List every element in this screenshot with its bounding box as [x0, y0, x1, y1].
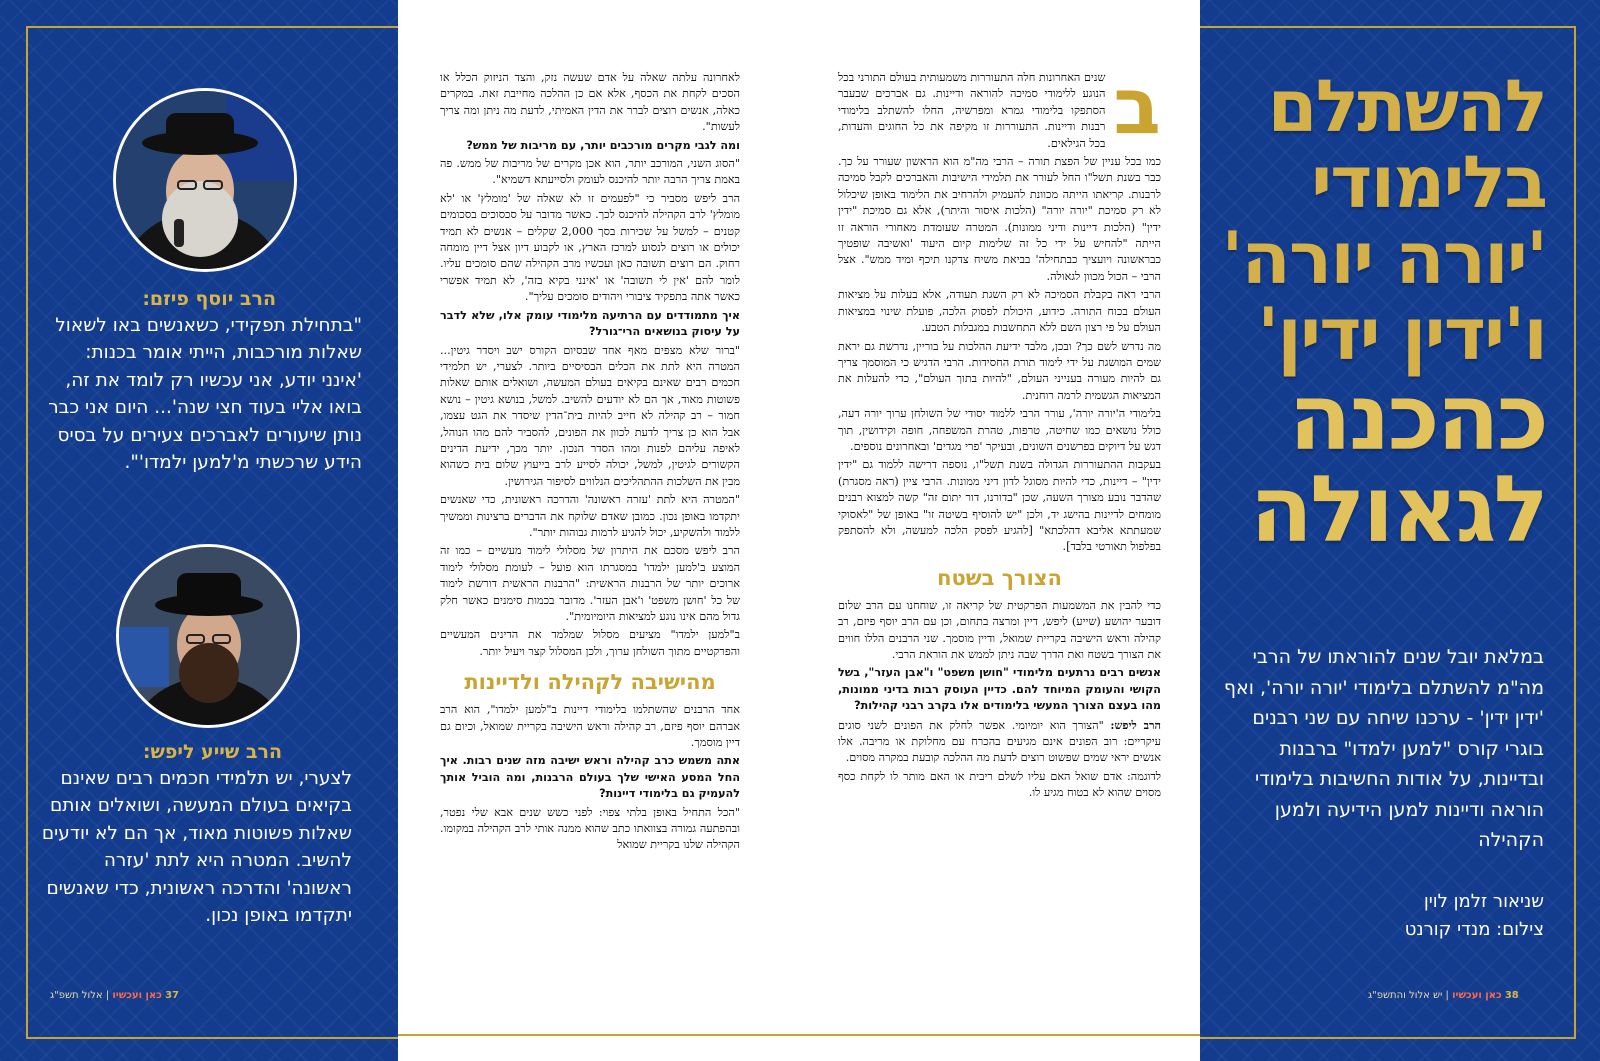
paragraph: "ברור שלא מצפים מאף אחד שבסיום הקורס ישב ויסדר גיטין... המטרה היא לתת את הכלים הבסיסיים ביותר. לצערי, יש תלמידי חכמים רבים שאינם בקיאים בעולם המעשה, ושואלים אותם שאלות פשוטות מאוד, אך הם לא יודעים להשיב. למשל, בנושא גיטין – נושא חמור – רב קהילה לא חייב להיות בית־הדין שיסדר את הגט עצמו, אבל הוא כן צריך לדעת לכוון את הפונים, להסביר להם מהו הנוהל, לאיפה עליהם לפנות ומהו הסדר הנכון. יותר מכך, ידיעת הדינים הקשורים לגיטין, למשל, יכולה לסייע לרב בייעוץ שלום בית כשהוא מבין את השלכות ההתהליכים הנלווים לסיפור הגירושין.: [440, 343, 740, 488]
headline-line: להשתלם: [1267, 64, 1546, 148]
paragraph: כדי להבין את המשמעות הפרקטית של קריאה זו, שוחחנו עם הרב שלום דובער יהושע (שייע) ליפש, דיין ומרצה בתחום, וכן עם הרב יוסף פיזם, רב קהילה וראש הישיבה בקריית שמואל, ודיין מוסמך. שני הרבנים הללו חווים את הצורך בשטח ואת הדרך שבה ניתן לממש את הוראת הרבי.: [838, 598, 1161, 661]
paragraph: שנים האחרונות חלה התעוררות משמעותית בעולם התורני בכל הנוגע ללימודי סמיכה להוראה ודיינות. גם אברכים שבעבר הסתפקו בלימודי גמרא ומפרשיה, החלו להשתלב בלימודי רבנות ודיינות. התעוררות זו מקיפה את כל החוגים והעדות, בכל הגילאים.: [838, 71, 1106, 150]
headline-line: 'יורה יורה': [1221, 216, 1546, 300]
right-page-number: 38: [1504, 990, 1519, 1001]
dropcap: ב: [1113, 62, 1161, 152]
paragraph: הרב ליפש מסכם את היתרון של מסלולי לימוד מעשיים – כמו זה המוצע ב'למען ילמדו' במסגרתו הוא פועל – לעומת מסלולי לימוד ארוכים יותר של הרבנות הראשית: "הרבנות הראשית דורשת לימוד של כל 'חושן משפט' ו'אבן העזר'. מדובר בכמות סימנים כאשר חלק גדול מהם אינו נוגע למציאות היומיומית".: [440, 544, 740, 623]
paragraph: "הכל התחיל באופן בלתי צפוי: לפני כשש שנים אבא שלי נפטר, ובהפתעה גמורה בצוואתו כתב שהוא ממנה אותי לרב הקהילה במקומו. הקהילה שלנו בקריית שמואל: [440, 805, 740, 852]
headline-line: ו'ידין ידין': [1257, 292, 1546, 376]
portrait-rabbi-shaya-lipsh: [116, 544, 300, 728]
paragraph: כמו בכל עניין של הפצת תורה – הרבי מה"מ הוא הראשון שעורר על כך. כבר בשנת תשל"ו החל לעורר את תלמידי הישיבות והאברכים לקבל סמיכה לרבנות. קריאתו הייתה מכוונת להעמיק ולהרחיב את הלימוד באופן שיכלול לא רק סמיכת "יורה יורה" (הלכות איסור והיתר), אלא גם סמיכת "ידין ידין" (הלכות דיינות ודיני ממונות). המטרה שעומדת מאחורי הוראה זו הייתה "להחיש על ידי כל זה שלימות קיום היעוד 'ואשיבה שופטיך כבראשונה ויועציך כבתחילה' בביאת משיח צדקנו תיכף ומיד ממש". אצל הרבי – הכול מכוון לגאולה.: [838, 155, 1161, 283]
left-page-number: 37: [165, 990, 180, 1001]
article-column-2: [440, 70, 740, 856]
interview-question: איך מתמודדים עם הרתיעה מלימודי עומק אלו, שלא לדבר על עיסוק בנושאים הרי־גורל?: [440, 308, 740, 339]
paragraph: מה נדרש לשם כך? ובכן, מלבד ידיעת ההלכות על בוריין, נדרשת גם יראת שמים המושגת על ידי לימוד תורת החסידות. הרבי הדגיש כי המוסמך צריך גם להיות מעורה בענייני העולם, "להיות בתוך העולם", כדי להעלות את המציאות הגשמית לרמה רוחנית.: [838, 339, 1161, 402]
article-column-1: [838, 62, 1161, 804]
paragraph: "הסוג השני, המורכב יותר, הוא אכן מקרים של מריבות של ממש. פה באמת צריך הרבה יותר להיכנס לעומק ולסייעתא דשמיא".: [440, 157, 740, 187]
photo-credit: צילום: מנדי קורנט: [1404, 919, 1544, 940]
paragraph-with-lead: [838, 717, 1161, 767]
paragraph: הרבי ראה בקבלת הסמיכה לא רק השגת תעודה, אלא בעלות על מציאות העולם בכוח התורה. כידוע, היכולת לפסוק הלכה, פועלת שינוי במציאות העולם על פי רצון השם ללא התחשבות במגבלות הטבע.: [838, 288, 1161, 335]
section-subhead: הצורך בשטח: [937, 565, 1062, 590]
portrait-illustration: [116, 91, 294, 269]
paragraph: בעקבות ההתעוררות הגדולה בשנת תשל"ו, נוספה דרישה ללמוד גם "ידין ידין" – דיינות, כדי להיות מסוגל לדון דיני ממונות. הרבי ציין (ראה מסגרת) שהדבר נובע מצורך השעה, שכן "בדורנו, דור יתום זה" קשה למצוא רבנים מומחים לדיינות בהישג יד, ולכן "יש להוסיף בשיטה זו" באופן של "לאסוקי שמעתתא אליבא דהלכתא" [להגיע לפסק הלכה למעשה, ולא להסתפק בפלפול תאורטי בלבד].: [838, 458, 1161, 554]
right-folio-brand: כאן ועכשיו: [1452, 990, 1502, 1001]
right-folio: [1368, 990, 1519, 1001]
paragraph: לדוגמה: אדם שואל האם עליו לשלם ריבית או האם מותר לו לקחת כסף מסוים שהוא לא בטוח מגיע לו.: [838, 769, 1161, 800]
paragraph: לאחרונה עלתה שאלה על אדם שעשה נזק, והצד הניזוק הכלל או הסכים לקחת את הכסף, אלא אם כן ההלכה מחייבת זאת. במקרים כאלה, אנשים רוצים לברר את הדין האמיתי, לדעת מה ניתן ומה צריך לעשות".: [440, 71, 740, 134]
person2-name: הרב שייע ליפש:: [142, 741, 282, 763]
paragraph: בלימודי ה'יורה יורה', עורר הרבי ללמוד יסודי של השולחן ערוך יורה דעה, כולל נושאים כמו שחיטה, טרפות, טהרת המשפחה, חופה וקידושין, תוך דגש על דיוקים בפרשנים השונים, ובעיקר 'פרי מגדים' ובאחרונים נוספים.: [838, 407, 1161, 453]
article-credits: [1218, 888, 1544, 944]
portrait-rabbi-yosef-pizem: [113, 88, 297, 272]
person1-quote: "בתחילת תפקידי, כשאנשים באו לשאול שאלות מורכבות, הייתי אומר בכנות: 'אינני יודע, אני עכשיו רק לומד את זה, בואו אליי בעוד חצי שנה'... היום אני כבר נותן שיעורים לאברכים צעירים על בסיס הידע שרכשתי מ'למען ילמדו'".: [48, 315, 362, 474]
headline-line: בלימודי: [1310, 140, 1546, 224]
interview-question: אתה משמש כרב קהילה וראש ישיבה מזה שנים רבות. איך החל המסע האישי שלך בעולם הרבנות, ומה הוביל אותך להעמיק גם בלימודי דיינות?: [440, 754, 740, 801]
paragraph: הרב ליפש מסביר כי "לפעמים זו לא שאלה של 'מומלץ' או 'לא מומלץ' לרב הקהילה להיכנס לכך. כאשר מדובר על סכסוכים בסכומים קטנים – למשל על שכירות בסך 2,000 שקלים – אנשים לא תמיד יכולים או רוצים לנסוע למרכז הארץ, או לקבוע דיון אצל דיין מומחה רחוק. הם רוצים תשובה כאן ועכשיו מרב הקהילה שהם סומכים עליו. לומר להם 'אין לי תשובה' או 'אינני בקיא בזה', לא תמיד אפשרי כאשר אתה בתפקיד ציבורי ויהודים סומכים עליך".: [440, 191, 740, 304]
interview-question: ומה לגבי מקרים מורכבים יותר, עם מריבות של ממש?: [466, 138, 740, 152]
paragraph-text: "הצורך הוא יומיומי. אפשר לחלק את הפונים לשני סוגים עיקריים: רוב הפונים אינם מגיעים בהכרח עם מחלוקת או מריבה. אלו אנשים יראי שמים שפשוט רוצים לדעת מה ההלכה קובעת במקרה מסוים.: [838, 718, 1161, 765]
left-folio-text: | אלול תשפ"ג: [50, 990, 110, 1001]
article-headline: [1216, 64, 1546, 563]
section-subhead: מהישיבה לקהילה ולדיינות: [464, 670, 716, 695]
person2-quote: לצערי, יש תלמידי חכמים רבים שאינם בקיאים בעולם המעשה, ושואלים אותם שאלות פשוטות מאוד, אך הם לא יודעים להשיב. המטרה היא לתת 'עזרה ראשונה' והדרכה ראשונית, כדי שאנשים יתקדמו באופן נכון.: [41, 768, 352, 927]
speaker-lead: הרב ליפש:: [1110, 717, 1161, 732]
interview-question: אנשים רבים נרתעים מלימודי "חושן משפט" ו"אבן העזר", בשל הקושי והעומק המיוחד להם. כדיין העוסק רבות בדיני ממונות, מהו בעצם הצורך המעשי בלימודים אלו בקרב רבני קהילות?: [838, 666, 1161, 713]
author-name: שניאור זלמן לוין: [1423, 891, 1544, 912]
left-folio-brand: כאן ועכשיו: [112, 990, 162, 1001]
left-folio: [50, 990, 179, 1001]
paragraph: אחד הרבנים שהשתלמו בלימודי דיינות ב"למען ילמדו", הוא הרב אברהם יוסף פיזם, רב קהילה וראש הישיבה בקריית שמואל, וכיום גם דיין מוסמך.: [440, 703, 740, 750]
article-intro: במלאת יובל שנים להוראתו של הרבי מה"מ להשתלם בלימודי 'יורה יורה', ואף 'ידין ידין' - ערכנו שיחה עם שני רבנים בוגרי קורס "למען ילמדו" ברבנות ובדיינות, על אודות החשיבות בלימודי הוראה ודיינות למען הידיעה ולמען הקהילה: [1223, 646, 1544, 851]
bottom-gold-rule: [398, 1034, 1200, 1036]
right-folio-text: | יש אלול והתשפ"ג: [1368, 990, 1449, 1001]
person1-name: הרב יוסף פיזם:: [142, 288, 276, 310]
portrait-illustration: [119, 547, 297, 725]
paragraph: ב"למען ילמדו" מציעים מסלול שמלמד את הדינים המעשיים והפרקטיים מתוך השולחן ערוך, ולכן המסלול קצר ויעיל יותר.: [440, 628, 740, 658]
paragraph: "המטרה היא לתת 'עזרה ראשונה' והדרכה ראשונית, כדי שאנשים יתקדמו באופן נכון. כמובן שאדם שלוקח את הדברים ברצינות וממשיך ללמוד ולהשקיע, יכול להגיע לרמות גבוהות יותר".: [440, 493, 740, 539]
headline-line: כהכנה: [1288, 364, 1546, 471]
headline-line: לגאולה: [1249, 456, 1546, 563]
